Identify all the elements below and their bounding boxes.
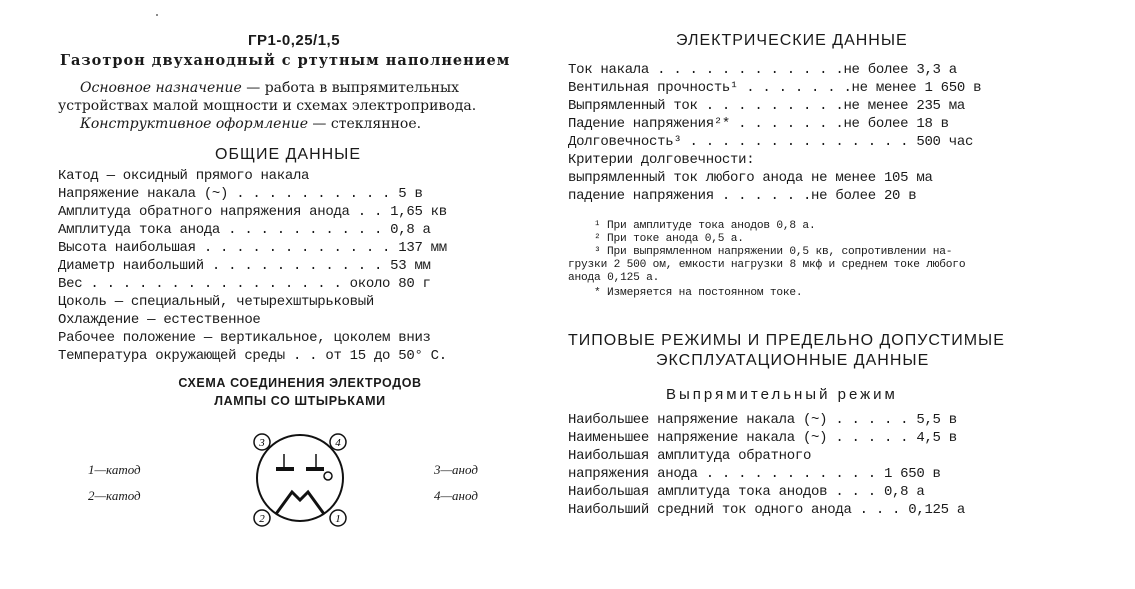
tube-subtitle: Газотрон двуханодный с ртутным наполнением [60, 52, 511, 69]
scheme-heading-1: СХЕМА СОЕДИНЕНИЯ ЭЛЕКТРОДОВ [178, 376, 422, 390]
scan-speck [156, 14, 158, 16]
pin-number-4: 4 [335, 437, 341, 449]
tube-designation: ГР1-0,25/1,5 [248, 32, 341, 49]
electrical-heading: ЭЛЕКТРИЧЕСКИЕ ДАННЫЕ [676, 32, 908, 49]
cathode-filament [276, 492, 324, 514]
design-label: Конструктивное оформление [80, 116, 308, 132]
electrical-row: Ток накала . . . . . . . . . . . .не более 3,3 а [568, 62, 957, 78]
purpose-line [80, 80, 459, 96]
general-row: Диаметр наибольший . . . . . . . . . . . 53 мм [58, 258, 431, 274]
base-outline [257, 435, 343, 521]
electrical-row: выпрямленный ток любого анода не менее 105 ма [568, 170, 933, 186]
mode-row: Наибольшая амплитуда тока анодов . . . 0,8 а [568, 484, 925, 500]
footnote: анода 0,125 а. [568, 272, 660, 284]
mode-row: Наименьшее напряжение накала (~) . . . . . 4,5 в [568, 430, 957, 446]
electrical-row: Долговечность³ . . . . . . . . . . . . . . 500 час [568, 134, 974, 150]
footnote: * Измеряется на постоянном токе. [594, 287, 803, 299]
pin-label-4: 4—анод [434, 488, 478, 503]
tube-base-diagram [248, 426, 352, 530]
general-row: Амплитуда тока анода . . . . . . . . . . 0,8 а [58, 222, 431, 238]
footnote: ³ При выпрямленном напряжении 0,5 кв, сопротивлении на- [594, 246, 953, 258]
general-row: Высота наибольшая . . . . . . . . . . . . 137 мм [58, 240, 447, 256]
general-row: Катод — оксидный прямого накала [58, 168, 310, 184]
scheme-heading-2: ЛАМПЫ СО ШТЫРЬКАМИ [214, 394, 386, 408]
pin-label-2: 2—катод [88, 488, 141, 503]
rectifier-mode-heading: Выпрямительный режим [666, 386, 898, 403]
footnote: ² При токе анода 0,5 а. [594, 233, 744, 245]
general-row: Вес . . . . . . . . . . . . . . . . около 80 г [58, 276, 431, 292]
purpose-text: — работа в выпрямительных [241, 80, 460, 96]
purpose-line-2: устройствах малой мощности и схемах электропривода. [58, 98, 477, 114]
electrical-row: Выпрямленный ток . . . . . . . . .не менее 235 ма [568, 98, 965, 114]
modes-heading-2: ЭКСПЛУАТАЦИОННЫЕ ДАННЫЕ [656, 352, 930, 369]
mode-row: Наибольшее напряжение накала (~) . . . . . 5,5 в [568, 412, 957, 428]
general-row: Охлаждение — естественное [58, 312, 261, 328]
design-line [80, 116, 421, 132]
general-row: Напряжение накала (~) . . . . . . . . . . 5 в [58, 186, 423, 202]
general-row: Рабочее положение — вертикальное, цоколем вниз [58, 330, 431, 346]
general-row: Температура окружающей среды . . от 15 до 50° С. [58, 348, 447, 364]
design-text: — стеклянное. [307, 116, 422, 132]
pin-label-1: 1—катод [88, 462, 141, 477]
electrical-row: Вентильная прочность¹ . . . . . . .не менее 1 650 в [568, 80, 982, 96]
purpose-label: Основное назначение [80, 80, 242, 96]
footnote: грузки 2 500 ом, емкости нагрузки 8 мкф и среднем токе любого [568, 259, 966, 271]
pin-number-1: 1 [335, 513, 341, 525]
mode-row: напряжения анода . . . . . . . . . . . 1 650 в [568, 466, 941, 482]
general-row: Цоколь — специальный, четырехштырьковый [58, 294, 374, 310]
electrical-row: падение напряжения . . . . . .не более 20 в [568, 188, 917, 204]
mode-row: Наибольшая амплитуда обратного [568, 448, 812, 464]
mode-row: Наибольший средний ток одного анода . . . 0,125 а [568, 502, 965, 518]
pin-number-2: 2 [259, 513, 265, 525]
modes-heading-1: ТИПОВЫЕ РЕЖИМЫ И ПРЕДЕЛЬНО ДОПУСТИМЫЕ [568, 332, 1005, 349]
pin-label-3: 3—анод [434, 462, 478, 477]
footnote: ¹ При амплитуде тока анодов 0,8 а. [594, 220, 816, 232]
electrical-row: Критерии долговечности: [568, 152, 755, 168]
general-row: Амплитуда обратного напряжения анода . . 1,65 кв [58, 204, 447, 220]
pin-number-3: 3 [259, 437, 265, 449]
electrical-row: Падение напряжения²* . . . . . . .не более 18 в [568, 116, 949, 132]
general-data-heading: ОБЩИЕ ДАННЫЕ [215, 146, 362, 163]
